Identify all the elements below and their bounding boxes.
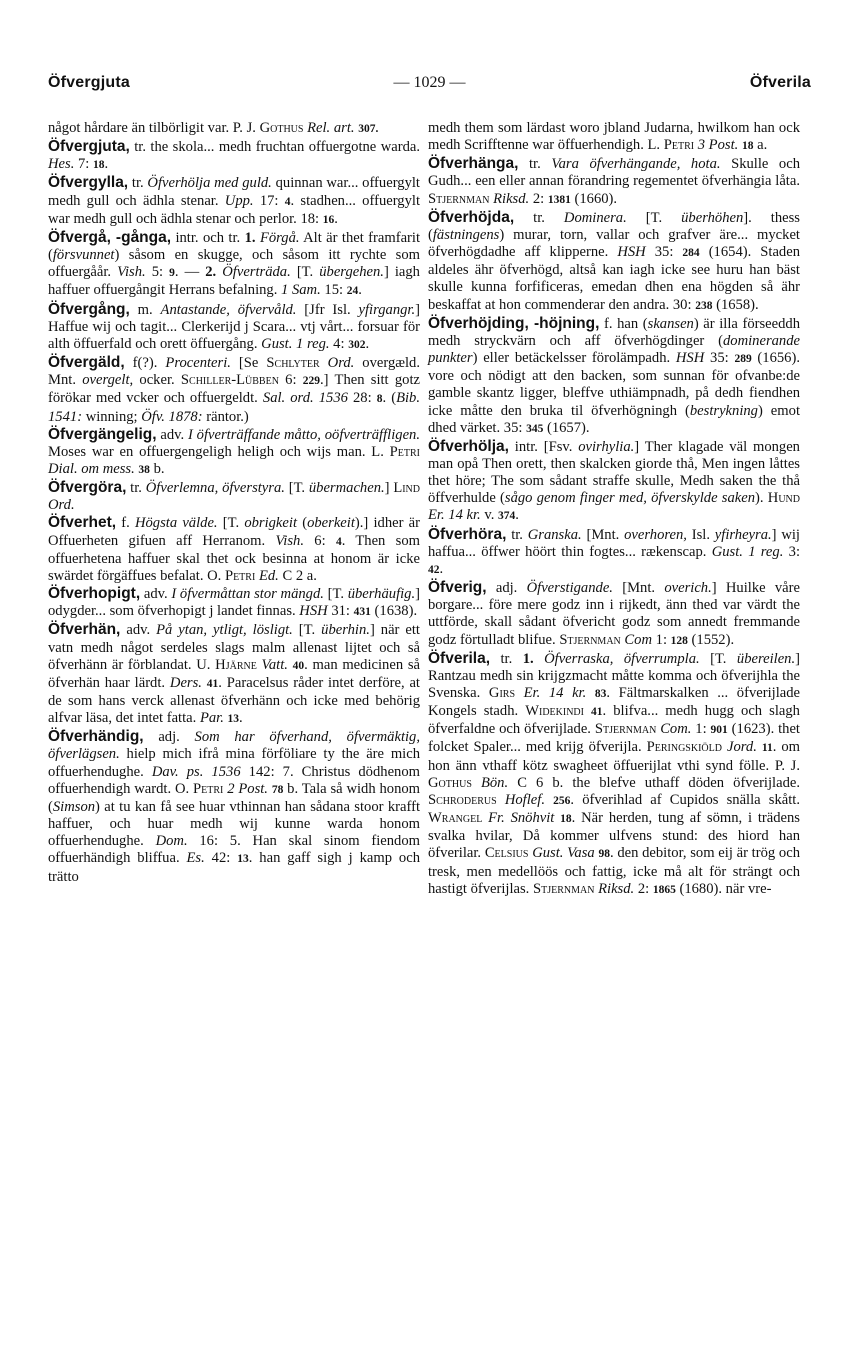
dictionary-entry: Öfvergängelig, adv. I öfverträffande måtto, oöfverträffligen. Moses war en offuergengeligh heligh och wijs man. L. Petri Dial. om mess. 38 b. <box>48 425 420 477</box>
left-column <box>48 120 420 886</box>
dictionary-entry: Öfvergöra, tr. Öfverlemna, öfverstyra. [T. übermachen.] Lind Ord. <box>48 479 421 514</box>
dictionary-entry: Öfvergång, m. Antastande, öfvervåld. [Jfr Isl. yfirgangr.] Haffue wij och tagit... Clerkerijd j Scara... vtj vårt... forsuar för alth öffuerfald och orett öffuergång. Gust. 1 reg. 4: 302. <box>48 300 420 352</box>
running-head-left: Öfvergjuta <box>48 74 131 91</box>
dictionary-entry: Öfverhöjding, -höjning, f. han (skansen) är illa förseeddh medh stryckvärn och aff öfverhögdinger (dominerande punkter) eller betäckelsser förolämpadh. HSH 35: 289 (1656). vore och nödigt att den backen, som sunnan för ofvanbe:de gamble skantz ligger, bleffve uthiämpnadh, på dedh fiendhen icke måtte den bruka til öfverhögningh (bestrykning) emot dhed värket. 35: 345 (1657). <box>428 314 801 436</box>
page-number: — 1029 — <box>393 74 466 91</box>
dictionary-entry: Öfvergå, -gånga, intr. och tr. 1. Förgå. Alt är thet framfarit (försvunnet) såsom en skugge, och såsom itt rychte som offuergåår. Vish. 5: 9. — 2. Öfverträda. [T. übergehen.] iagh haffuer offuergångit Herrans befalning. 1 Sam. 15: 24. <box>48 228 421 299</box>
dictionary-entry: Öfverhänga, tr. Vara öfverhängande, hota. Skulle och Gudh... een eller annan förandring regementet öfverhängia låta. Stjernman Riksd. 2: 1381 (1660). <box>428 155 801 207</box>
dictionary-entry: Öfverhändig, adj. Som har öfverhand, öfvermäktig, öfverlägsen. hielp mich ifrå mina förföliare ty the äre mich offuerhendughe. Dav. ps. 1536 142: 7. Christus dödhenom offuerhendigh wardt. O. Petri 2 Post. 78 b. Tala så widh honom (Simson) at tu kan få see huar vthinnan han sådana stoor krafft haffuer, och huar medh wij kunne warda honom offuerhendughe. Dom. 16: 5. Han skal sinom fiendom offuerhändigh bliffua. Es. 42: 13. han gaff sigh j kamp och trätto <box>48 728 421 885</box>
dictionary-entry: Öfverhopigt, adv. I öfvermåttan stor mängd. [T. überhäufig.] odygder... som öfverhopigt j landet finnas. HSH 31: 431 (1638). <box>48 585 420 620</box>
running-head-right: Öfverila <box>749 74 811 91</box>
entry-continuation: något hårdare än tilbörligit var. P. J. Gothus Rel. art. 307. <box>48 120 379 136</box>
dictionary-entry: Öfvergjuta, tr. the skola... medh fruchtan offuergotne warda. Hes. 7: 18. <box>48 138 420 173</box>
dictionary-entry: Öfverila, tr. 1. Öfverraska, öfverrumpla. [T. übereilen.] Rantzau medh sin krijgzmacht måtte komma och öfverijhla the Svenska. Girs Er. 14 kr. 83. Fältmarskalken ... öfverijlade Kongels stadh. Widekindi 41. blifva... medh hugg och slagh öfverfaldne och öfverijlade. Stjernman Com. 1: 901 (1623). thet folcket Spaler... med krijg öfverijla. Peringskiöld Jord. 11. om hon änn vthaff kötz swagheet öffuerijlat vthi synd fölle. P. J. Gothus Bön. C 6 b. the blefve uthaff döden öfverijlade. Schroderus Hoflef. 256. öfverihlad af Cupidos snälla skått. Wrangel Fr. Snöhvit 18. När herden, tung af sömn, i trädens svalka hvilar, Då kommer ulfvens stund: des hiord han öfverilar. Celsius Gust. Vasa 98. den debitor, som eij är trög och tresk, men medellöös och fattig, icke må alt för strängt och hastigt öfverijlas. Stjernman Riksd. 2: 1865 (1680). när vre- <box>428 649 801 897</box>
dictionary-entry: Öfverhölja, intr. [Fsv. ovirhylia.] Ther klagade väl mongen man opå Then orett, then skalcken giorde thå, Men ingen låttes thet höre; The som sådant straffe skulle, Medh saken the thå öffverhulde (sågo genom finger med, öfverskylde saken). Hund Er. 14 kr. v. 374. <box>428 437 800 524</box>
dictionary-entry: Öfvergylla, tr. Öfverhölja med guld. quinnan war... offuergylt medh gull och ädhla stenar. Upp. 17: 4. stadhen... offuergylt war medh gull och ädhla stenar och perlor. 18: 16. <box>48 174 421 227</box>
page-header <box>48 74 811 100</box>
right-column <box>428 120 800 899</box>
dictionary-entry: Öfverhöjda, tr. Dominera. [T. überhöhen]. thess (fästningens) murar, torn, vallar och grafver äre... mycket öfverhögdadhe aff klipperne. HSH 35: 284 (1654). Staden aldeles ähr öfverhögd, altså kan iagh icke see huru han bäst skulle kunna forfificeras, emedan dhen ena högden så ähr beskaffat at hon commenderar den andra. 30: 238 (1658). <box>428 208 801 313</box>
dictionary-entry: Öfverhet, f. Högsta välde. [T. obrigkeit (oberkeit).] idher är Offuerheten gifuen aff Herranom. Vish. 6: 4. Then som offuerhetena haffuer skal thet ock besinna at honom är icke swärdet förgäffues befalat. O. Petri Ed. C 2 a. <box>48 514 420 584</box>
dictionary-entry: Öfvergäld, f(?). Procenteri. [Se Schlyter Ord. overgæld. Mnt. overgelt, ocker. Schiller-Lübben 6: 229.] Then sitt gotz förökar med vcker och offuergeldt. Sal. ord. 1536 28: 8. (Bib. 1541: winning; Öfv. 1878: räntor.) <box>48 354 420 425</box>
dictionary-entry: Öfverhöra, tr. Granska. [Mnt. overhoren, Isl. yfirheyra.] wij haffua... öffwer höört thin fogtes... rækenscap. Gust. 1 reg. 3: 42. <box>428 525 801 577</box>
entry-continuation: medh them som lärdast woro jbland Judarna, hwilkom han ock medh Scrifftenne war öffuerhendigh. L. Petri 3 Post. 18 a. <box>428 120 800 154</box>
dictionary-entry: Öfverig, adj. Öfverstigande. [Mnt. overich.] Huilke våre borgare... före mere godz inn i rijkedt, änn thed var värdt the uttförde, skall sådant öfvericht godz som annedt fremmande godz förtulladt blifue. Stjernman Com 1: 128 (1552). <box>428 579 800 648</box>
dictionary-entry: Öfverhän, adv. På ytan, ytligt, lösligt. [T. überhin.] när ett vatn medh något serdeles slags malm allenast lijtet och så öfverhänn är förblandat. U. Hjärne Vatt. 40. man medicinen så öfverhän haar lärdt. Ders. 41. Paracelsus råder intet derföre, at de som hans verck allenast öfverhänn och icke med behörig alfvar läsa, det intet fatta. Par. 13. <box>48 621 420 727</box>
